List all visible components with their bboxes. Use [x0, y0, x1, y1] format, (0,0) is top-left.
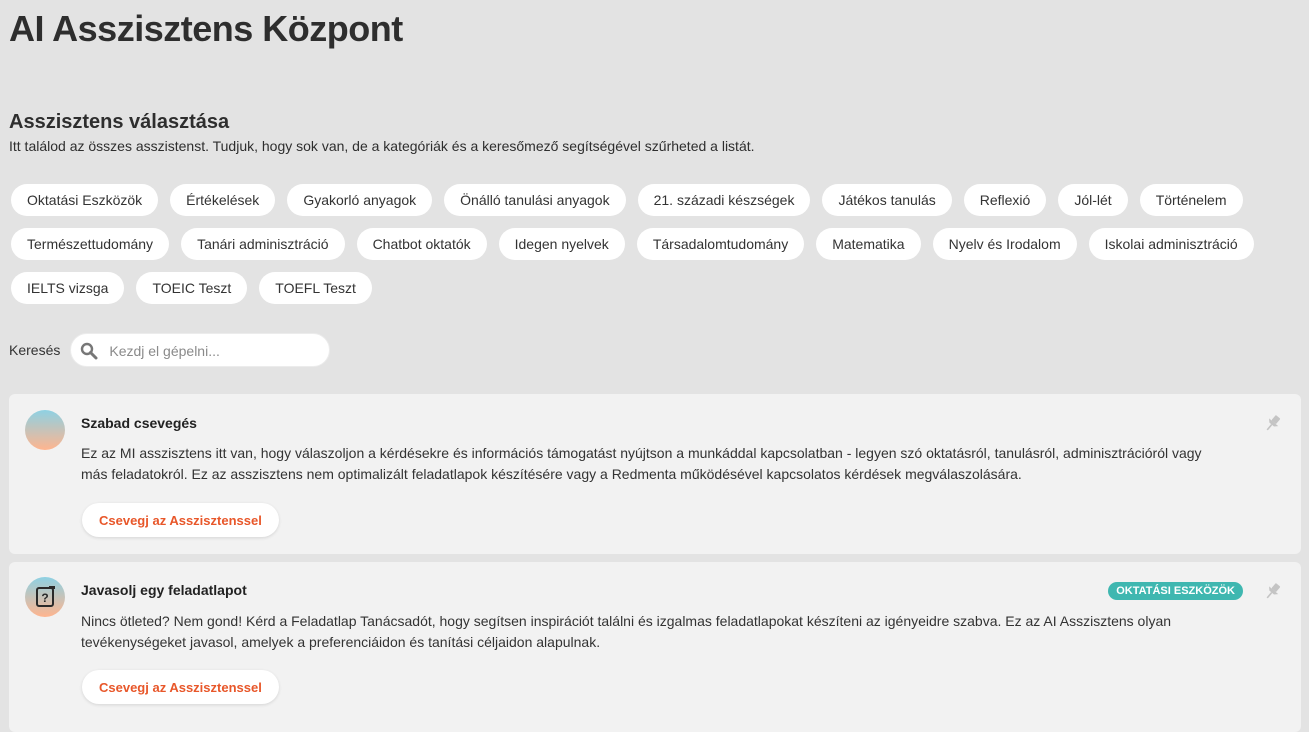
- category-chip-21-szazadi-keszsegek[interactable]: 21. századi készségek: [638, 184, 811, 216]
- assistant-card: [9, 562, 1301, 732]
- category-chip-chatbot-oktatok[interactable]: Chatbot oktatók: [357, 228, 487, 260]
- category-chip-jatekos-tanulas[interactable]: Játékos tanulás: [822, 184, 951, 216]
- category-chip-matematika[interactable]: Matematika: [816, 228, 920, 260]
- assistant-avatar: [25, 410, 65, 450]
- category-chip-jol-let[interactable]: Jól-lét: [1058, 184, 1127, 216]
- section-title: Asszisztens választása: [9, 111, 230, 133]
- category-chip-oktatasi-eszkozok[interactable]: Oktatási Eszközök: [11, 184, 158, 216]
- search-icon: [80, 342, 98, 360]
- category-chip-ertekelesek[interactable]: Értékelések: [170, 184, 275, 216]
- category-row-2: [11, 228, 1301, 260]
- category-chip-toeic-teszt[interactable]: TOEIC Teszt: [136, 272, 247, 304]
- category-filters: [11, 184, 1301, 316]
- category-chip-nyelv-es-irodalom[interactable]: Nyelv és Irodalom: [933, 228, 1077, 260]
- category-badge: OKTATÁSI ESZKÖZÖK: [1108, 582, 1243, 600]
- worksheet-icon: [25, 577, 65, 617]
- section-description: Itt találod az összes asszistenst. Tudjuk, hogy sok van, de a kategóriák és a keresőmező segítségével szűrheted a listát.: [9, 138, 755, 154]
- category-chip-reflexio[interactable]: Reflexió: [964, 184, 1047, 216]
- category-chip-toefl-teszt[interactable]: TOEFL Teszt: [259, 272, 372, 304]
- svg-text:?: ?: [41, 591, 49, 605]
- category-chip-termeszettudomany[interactable]: Természettudomány: [11, 228, 169, 260]
- search-box[interactable]: [70, 333, 330, 367]
- assistant-description: Ez az MI asszisztens itt van, hogy válaszoljon a kérdésekre és információs támogatást nyújtson a munkáddal kapcsolatban - legyen szó oktatásról, tanulásról, adminisztrációról vagy más feladatokról. Ez az asszisztens nem optimalizált feladatlapok készítésére vagy a Redmenta működésével kapcsolatos kérdések megválaszolására.: [81, 445, 1202, 482]
- search-input[interactable]: [107, 334, 326, 368]
- category-row-1: [11, 184, 1301, 216]
- category-chip-tarsadalomtudomany[interactable]: Társadalomtudomány: [637, 228, 804, 260]
- assistant-card: [9, 394, 1301, 554]
- assistant-title: Szabad csevegés: [81, 415, 197, 431]
- category-chip-ielts-vizsga[interactable]: IELTS vizsga: [11, 272, 124, 304]
- category-chip-tortenelem[interactable]: Történelem: [1140, 184, 1243, 216]
- chat-with-assistant-button[interactable]: Csevegj az Asszisztenssel: [82, 503, 279, 537]
- chat-with-assistant-button[interactable]: Csevegj az Asszisztenssel: [82, 670, 279, 704]
- pin-icon[interactable]: [1263, 581, 1283, 601]
- page-title: AI Asszisztens Központ: [9, 8, 403, 49]
- assistant-title: Javasolj egy feladatlapot: [81, 582, 247, 598]
- category-chip-tanari-adminisztracio[interactable]: Tanári adminisztráció: [181, 228, 345, 260]
- search-row: [9, 333, 330, 367]
- assistant-avatar: [25, 577, 65, 617]
- assistant-description: Nincs ötleted? Nem gond! Kérd a Feladatlap Tanácsadót, hogy segítsen inspirációt találni és izgalmas feladatlapokat készíteni az igényeidre szabva. Ez az AI Asszisztens olyan tevékenységeket javasol, amelyek a preferenciáidon és tanítási céljaidon alapulnak.: [81, 613, 1172, 650]
- pin-icon[interactable]: [1263, 413, 1283, 433]
- category-chip-idegen-nyelvek[interactable]: Idegen nyelvek: [499, 228, 625, 260]
- category-row-3: [11, 272, 1301, 304]
- category-chip-iskolai-adminisztracio[interactable]: Iskolai adminisztráció: [1089, 228, 1254, 260]
- search-label: Keresés: [9, 342, 61, 358]
- category-chip-gyakorlo-anyagok[interactable]: Gyakorló anyagok: [287, 184, 432, 216]
- category-chip-onallo-tanulasi-anyagok[interactable]: Önálló tanulási anyagok: [444, 184, 625, 216]
